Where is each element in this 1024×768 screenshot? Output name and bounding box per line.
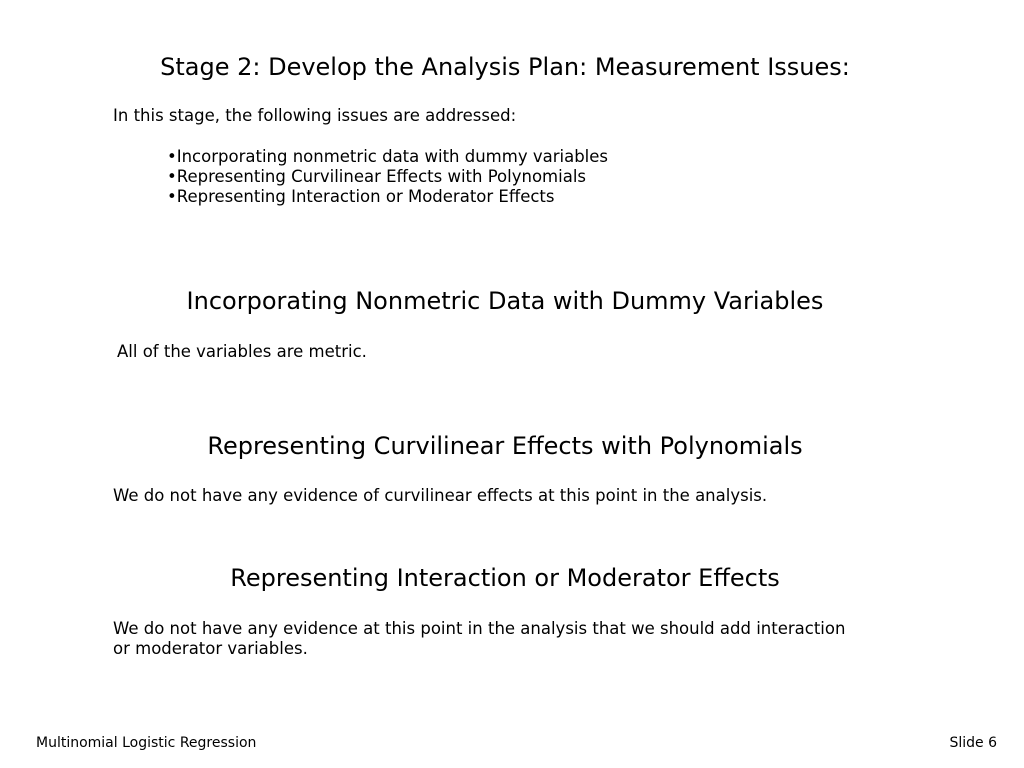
section-body-dummy-variables: All of the variables are metric. [117,342,367,361]
bullet-text: Incorporating nonmetric data with dummy variables [176,147,608,166]
section-heading-interaction: Representing Interaction or Moderator Effects [230,564,780,592]
section-body-interaction-line2: or moderator variables. [113,639,308,658]
slide-title: Stage 2: Develop the Analysis Plan: Measurement Issues: [160,53,850,81]
section-body-curvilinear: We do not have any evidence of curvilinear effects at this point in the analysis. [113,486,768,505]
footer-title: Multinomial Logistic Regression [36,735,257,751]
list-item [167,167,608,187]
list-item [167,147,608,167]
list-item [167,187,608,207]
intro-text: In this stage, the following issues are addressed: [113,106,517,125]
bullet-icon: • [167,147,177,166]
bullet-icon: • [167,187,177,206]
bullet-text: Representing Interaction or Moderator Effects [176,187,555,206]
section-body-interaction-line1: We do not have any evidence at this point in the analysis that we should add interaction [113,619,846,638]
slide-number: Slide 6 [949,735,997,751]
bullet-icon: • [167,167,177,186]
issues-list [167,147,608,207]
section-heading-curvilinear: Representing Curvilinear Effects with Polynomials [207,432,803,460]
bullet-text: Representing Curvilinear Effects with Polynomials [176,167,587,186]
section-heading-dummy-variables: Incorporating Nonmetric Data with Dummy Variables [186,287,824,315]
